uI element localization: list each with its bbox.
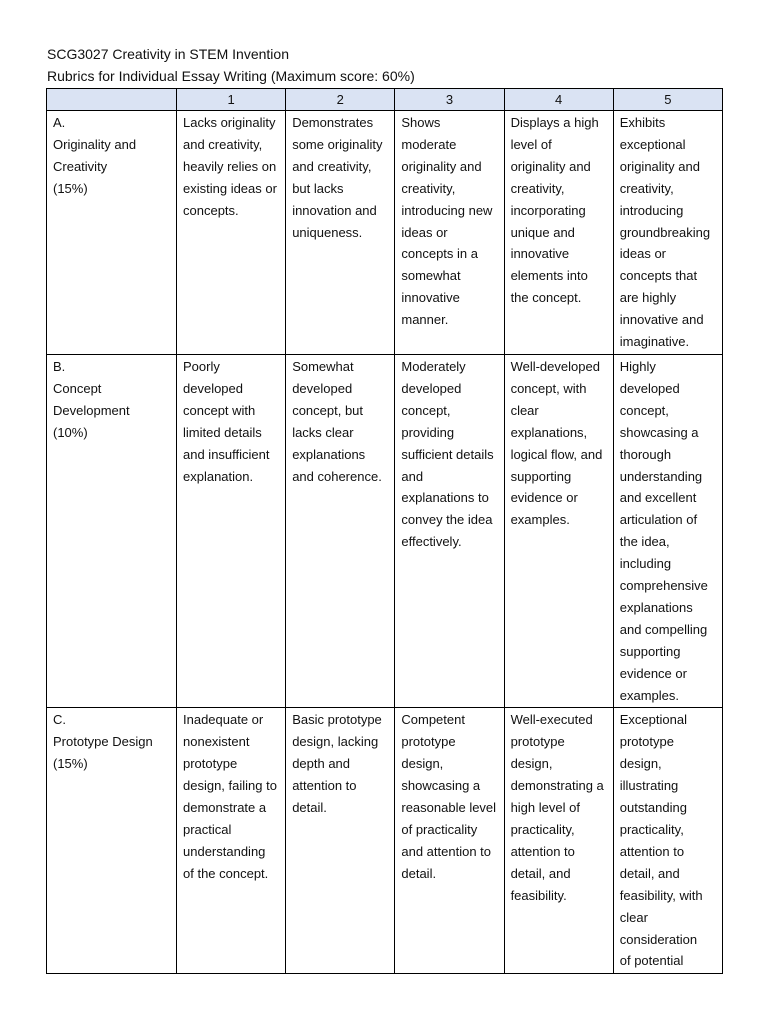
document-subtitle: Rubrics for Individual Essay Writing (Maximum score: 60%) (47, 68, 415, 84)
rubric-text-line: logical flow, and (510, 446, 603, 462)
rubric-text-line: examples. (510, 512, 570, 528)
rubric-text-line: design, (510, 756, 553, 772)
document-title: SCG3027 Creativity in STEM Invention (47, 46, 289, 62)
rubric-cell-score-3 (395, 708, 504, 974)
rubric-text-line: ideas or (619, 246, 666, 262)
rubric-text-line: concepts in a (401, 246, 478, 262)
rubric-text-line: sufficient details (401, 446, 494, 462)
rubric-text-line: Shows (401, 115, 441, 130)
rubric-text-line: nonexistent (183, 734, 250, 750)
rubric-text-line: concepts that (619, 268, 698, 284)
rubric-text-line: are highly (619, 290, 677, 306)
rubric-text-line: lacks clear (292, 424, 354, 440)
criterion-text-line: Concept (53, 380, 102, 396)
rubric-text-line: creativity, (401, 180, 456, 196)
rubric-text-line: Lacks originality (183, 115, 276, 130)
rubric-text-line: feasibility. (510, 887, 567, 903)
rubric-text-line: and creativity, (292, 158, 372, 174)
rubric-text-line: attention to (510, 843, 575, 859)
header-cell-score-4: 4 (504, 89, 613, 111)
rubric-text-line: and excellent (619, 490, 697, 506)
criterion-text-line: (10%) (53, 424, 88, 440)
rubric-text-line: attention to (619, 843, 685, 859)
rubric-text-line: detail, and (619, 865, 680, 881)
rubric-text-line: understanding (183, 843, 266, 859)
rubric-text-line: of practicality (401, 822, 478, 837)
rubric-text-line: developed (183, 380, 243, 396)
rubric-text-line: design, failing to (183, 778, 277, 794)
rubric-text-line: explanations to (401, 490, 489, 506)
rubric-text-line: consideration (619, 931, 698, 947)
rubric-cell-score-2 (286, 354, 395, 708)
rubric-text-line: moderate (401, 136, 457, 152)
rubric-text-line: manner. (401, 312, 449, 328)
rubric-text-line: and insufficient (183, 446, 270, 462)
rubric-text-line: articulation of (619, 512, 698, 528)
rubric-text-line: and creativity, (183, 136, 263, 152)
rubric-cell-score-1 (177, 708, 286, 974)
rubric-text-line: creativity, (510, 180, 565, 196)
rubric-text-line: the concept. (510, 290, 582, 306)
table-row (47, 111, 723, 355)
header-cell-score-2: 2 (286, 89, 395, 111)
rubric-text-line: uniqueness. (292, 224, 363, 240)
rubric-text-line: examples. (619, 687, 679, 703)
rubric-text-line: Competent (401, 712, 465, 728)
rubric-text-line: concept, (401, 402, 451, 418)
rubric-text-line: existing ideas or (183, 180, 277, 196)
rubric-text-line: of the concept. (183, 865, 269, 881)
rubric-text-line: concept with (183, 402, 256, 418)
rubric-text-line: ideas or (401, 224, 448, 240)
rubric-text-line: concepts. (183, 202, 239, 218)
rubric-text-line: of potential (619, 953, 684, 969)
rubric-text-line: Demonstrates (292, 115, 374, 130)
rubric-text-line: attention to (292, 778, 357, 794)
rubric-cell-score-3 (395, 111, 504, 355)
rubric-text-line: introducing (619, 202, 684, 218)
rubric-text-line: supporting (619, 643, 681, 659)
rubric-cell-score-2 (286, 708, 395, 974)
rubric-header-row (47, 89, 723, 111)
rubric-text-line: evidence or (619, 665, 687, 681)
rubric-text-line: supporting (510, 468, 572, 484)
rubric-text-line: detail. (401, 865, 437, 881)
rubric-cell-score-3 (395, 354, 504, 708)
rubric-text-line: developed (401, 380, 462, 396)
criterion-cell (47, 111, 177, 355)
rubric-text-line: exceptional (619, 136, 686, 152)
criterion-cell (47, 708, 177, 974)
criterion-text-line: C. (53, 712, 66, 728)
rubric-text-line: creativity, (619, 180, 674, 196)
rubric-text-line: developed (619, 380, 680, 396)
rubric-text-line: clear (619, 909, 648, 925)
rubric-text-line: practical (183, 822, 232, 837)
rubric-text-line: effectively. (401, 534, 462, 550)
rubric-text-line: innovative (401, 290, 460, 306)
rubric-text-line: heavily relies on (183, 158, 277, 174)
rubric-text-line: high level of (510, 800, 580, 816)
rubric-cell-score-5 (613, 354, 722, 708)
rubric-text-line: Exhibits (619, 115, 666, 130)
rubric-text-line: convey the idea (401, 512, 493, 528)
rubric-text-line: reasonable level (401, 800, 497, 816)
rubric-cell-score-5 (613, 708, 722, 974)
rubric-table (46, 88, 723, 974)
rubric-text-line: imaginative. (619, 334, 690, 350)
rubric-text-line: originality and (619, 158, 700, 174)
rubric-text-line: limited details (183, 424, 262, 440)
rubric-text-line: providing (401, 424, 455, 440)
rubric-text-line: innovative (510, 246, 570, 262)
header-cell-score-1: 1 (177, 89, 286, 111)
rubric-text-line: demonstrate a (183, 800, 267, 816)
rubric-text-line: developed (292, 380, 353, 396)
rubric-text-line: detail. (292, 800, 327, 816)
rubric-text-line: innovation and (292, 202, 377, 218)
rubric-text-line: originality and (401, 158, 482, 174)
rubric-text-line: the idea, (619, 534, 670, 550)
criterion-text-line: Creativity (53, 158, 108, 174)
criterion-text-line: A. (53, 115, 66, 130)
rubric-text-line: Highly (619, 358, 656, 374)
rubric-cell-score-1 (177, 111, 286, 355)
rubric-cell-score-5 (613, 111, 722, 355)
rubric-text-line: showcasing a (619, 424, 699, 440)
rubric-cell-score-2 (286, 111, 395, 355)
rubric-text-line: prototype (510, 734, 565, 750)
rubric-text-line: depth and (292, 756, 351, 772)
criterion-text-line: Development (53, 402, 130, 418)
rubric-text-line: prototype (401, 734, 456, 750)
rubric-text-line: thorough (619, 446, 672, 462)
rubric-body (47, 111, 723, 974)
rubric-text-line: but lacks (292, 180, 344, 196)
rubric-text-line: and attention to (401, 843, 492, 859)
criterion-text-line: Originality and (53, 136, 137, 152)
rubric-text-line: groundbreaking (619, 224, 711, 240)
rubric-text-line: level of (510, 136, 552, 152)
rubric-text-line: Exceptional (619, 712, 687, 728)
rubric-text-line: Basic prototype (292, 712, 382, 728)
rubric-text-line: Well-developed (510, 358, 600, 374)
rubric-cell-score-4 (504, 708, 613, 974)
rubric-text-line: practicality, (510, 822, 575, 837)
rubric-text-line: evidence or (510, 490, 578, 506)
rubric-text-line: understanding (619, 468, 703, 484)
rubric-text-line: Inadequate or (183, 712, 264, 728)
rubric-text-line: outstanding (619, 800, 687, 816)
header-cell-score-3: 3 (395, 89, 504, 111)
criterion-text-line: (15%) (53, 180, 88, 196)
criterion-text-line: (15%) (53, 756, 88, 772)
rubric-cell-score-1 (177, 354, 286, 708)
table-row (47, 708, 723, 974)
rubric-text-line: concept, but (292, 402, 364, 418)
header-cell-criterion (47, 89, 177, 111)
rubric-text-line: originality and (510, 158, 591, 174)
rubric-text-line: explanation. (183, 468, 254, 484)
rubric-text-line: incorporating (510, 202, 586, 218)
rubric-text-line: explanations, (510, 424, 588, 440)
rubric-text-line: some originality (292, 136, 383, 152)
rubric-cell-score-4 (504, 354, 613, 708)
rubric-text-line: design, lacking (292, 734, 379, 750)
criterion-text-line: Prototype Design (53, 734, 153, 750)
rubric-text-line: illustrating (619, 778, 679, 794)
rubric-text-line: Well-executed (510, 712, 593, 728)
rubric-text-line: and compelling (619, 621, 708, 637)
rubric-text-line: elements into (510, 268, 588, 284)
rubric-text-line: prototype (183, 756, 238, 772)
rubric-text-line: Poorly (183, 358, 220, 374)
rubric-text-line: and (401, 468, 424, 484)
rubric-text-line: comprehensive (619, 578, 708, 594)
rubric-text-line: innovative and (619, 312, 704, 328)
rubric-text-line: Displays a high (510, 115, 599, 130)
rubric-text-line: practicality, (619, 822, 684, 837)
rubric-text-line: concept, with (510, 380, 587, 396)
rubric-text-line: feasibility, with (619, 887, 703, 903)
rubric-text-line: detail, and (510, 865, 571, 881)
rubric-text-line: design, (619, 756, 662, 772)
rubric-text-line: Moderately (401, 358, 466, 374)
rubric-text-line: including (619, 556, 672, 572)
rubric-text-line: explanations (292, 446, 366, 462)
rubric-text-line: unique and (510, 224, 575, 240)
rubric-text-line: showcasing a (401, 778, 481, 794)
rubric-text-line: explanations (619, 599, 693, 615)
rubric-text-line: demonstrating a (510, 778, 604, 794)
rubric-text-line: somewhat (401, 268, 461, 284)
criterion-cell (47, 354, 177, 708)
rubric-text-line: clear (510, 402, 539, 418)
rubric-text-line: concept, (619, 402, 669, 418)
criterion-text-line: B. (53, 358, 66, 374)
table-row (47, 354, 723, 708)
rubric-text-line: design, (401, 756, 444, 772)
rubric-text-line: and coherence. (292, 468, 382, 484)
rubric-text-line: Somewhat (292, 358, 354, 374)
rubric-text-line: prototype (619, 734, 674, 750)
rubric-cell-score-4 (504, 111, 613, 355)
header-cell-score-5: 5 (613, 89, 722, 111)
rubric-text-line: introducing new (401, 202, 493, 218)
